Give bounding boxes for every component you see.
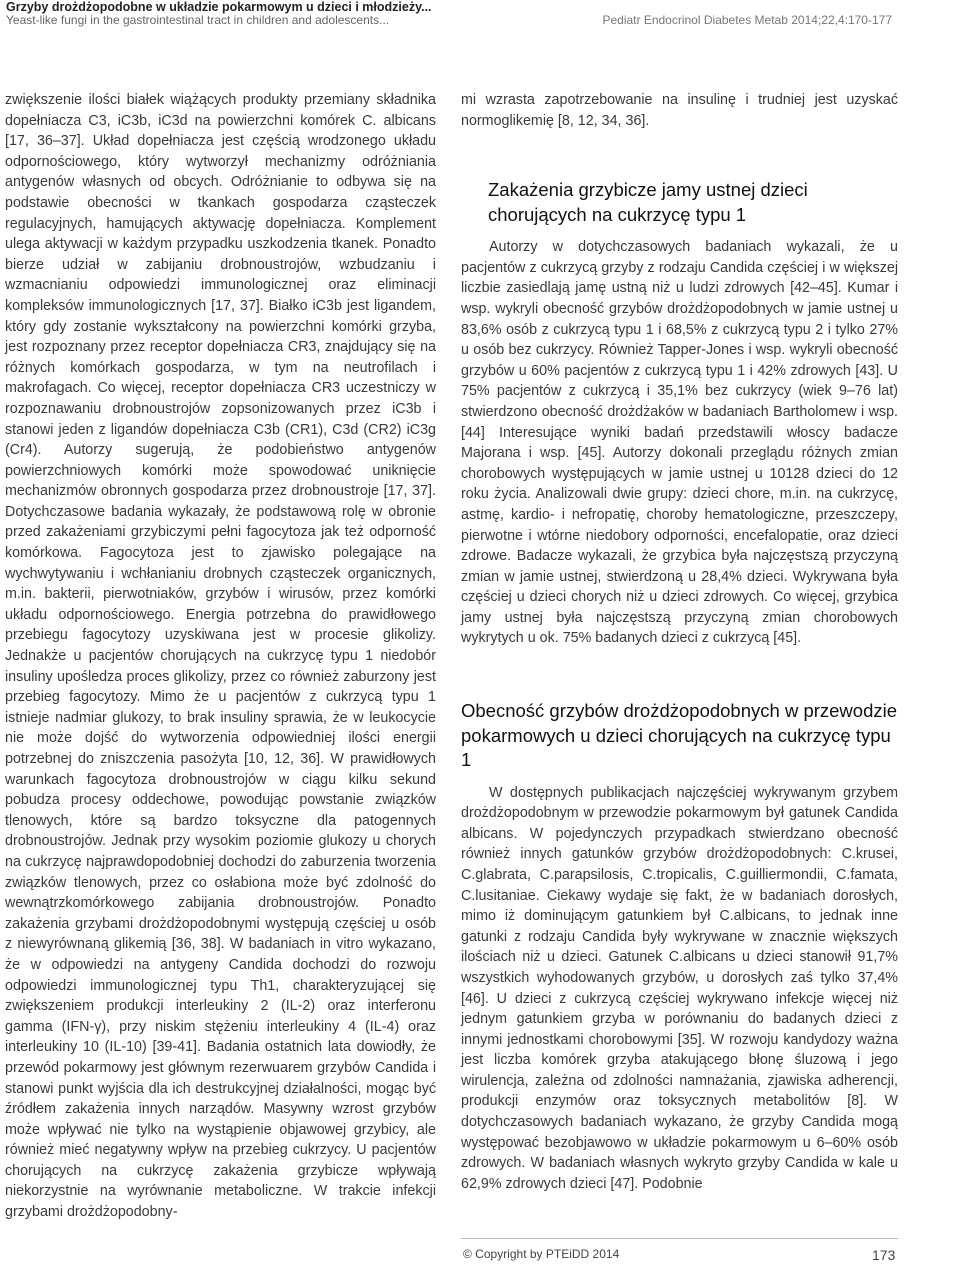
page-number: 173 [872, 1247, 896, 1263]
running-title-pl: Grzyby drożdżopodobne w układzie pokarmowym u dzieci i młodzieży... [6, 0, 432, 14]
right-column [461, 90, 898, 1194]
left-paragraph-1: zwiększenie ilości białek wiążących produkty przemiany składnika dopełniacza C3, iC3b, iC3d na powierzchni komórek C. albicans [17, 36–37]. Układ dopełniacza jest częścią wrodzonego układu odpornościowego, który wytworzył mechanizmy odróżniania antygenów własnych od obcych. Odróżnianie to odbywa się na podstawie obecności w tkankach gospodarza cząsteczek regulacyjnych, hamujących aktywację dopełniacza. Komplement ulega aktywacji w każdym przypadku uszkodzenia tkanek. Ponadto bierze udział w zabijaniu drobnoustrojów, wzbudzaniu i wzmacnianiu odpowiedzi immunologicznej oraz eliminacji kompleksów immunologicznych [17, 37]. Białko iC3b jest ligandem, który gdy zostanie wykształcony na powierzchni komórki grzyba, jest rozpoznany przez receptor dopełniacza CR3, znajdujący się na różnych komórkach gospodarza, w tym na neutrofilach i makrofagach. Co więcej, receptor dopełniacza CR3 uczestniczy w rozpoznawaniu drobnoustrojów zopsonizowanych przez iC3b i stanowi jeden z ligandów dopełniacza C3b (CR1), C3d (CR2) iC3g (Cr4). Autorzy sugerują, że podobieństwo antygenów powierzchniowych komórki może spowodować uniknięcie mechanizmów obronnych gospodarza przez drobnoustroje [17, 37]. Dotychczasowe badania wykazały, że podstawową rolę w obronie przed zakażeniami grzybiczymi pełni fagocytoza jak też odporność komórkowa. Fagocytoza jest to zjawisko polegające na wychwytywaniu i wchłanianiu drobnych cząsteczek organicznych, m.in. bakterii, pierwotniaków, grzybów i wirusów, przez komórki układu odpornościowego. Energia potrzebna do prawidłowego przebiegu fagocytozy uzyskiwana jest w procesie glikolizy. Jednakże u pacjentów chorujących na cukrzycę typu 1 niedobór insuliny upośledza proces glikolizy, przez co również zaburzony jest przebieg fagocytozy. Mimo że u pacjentów z cukrzycą typu 1 istnieje nadmiar glukozy, to brak insuliny sprawia, że w leukocycie nie może dojść do wytworzenia odpowiedniej ilości energii potrzebnej do zniszczenia pasożyta [10, 12, 36]. W prawidłowych warunkach fagocytoza drobnoustrojów w ciągu kilku sekund pobudza procesy oddechowe, powodując powstanie związków tlenowych, które są bardzo toksyczne dla patogennych drobnoustrojów. Jednak przy wysokim poziomie glukozy u chorych na cukrzycę najprawdopodobniej dochodzi do zaburzenia tworzenia związków tlenowych, przez co osłabiona może być zdolność do wewnątrzkomórkowego zabijania drobnoustrojów. Ponadto zakażenia grzybami drożdżopodobnymi występują częściej u osób z niewyrównaną glikemią [36, 38]. W badaniach in vitro wykazano, że w odpowiedzi na antygeny Candida dochodzi do rozwoju odpowiedzi immunologicznej typu Th1, charakteryzującej się zwiększeniem produkcji interleukiny 2 (IL-2) oraz interferonu gamma (IFN-γ), przy niskim stężeniu interleukiny 4 (IL-4) oraz interleukiny 10 (IL-10) [39-41]. Badania ostatnich lata dowiodły, że przewód pokarmowy jest głównym rezerwuarem grzybów Candida i stanowi punkt wyjścia dla ich destrukcyjnej działalności, mogąc być źródłem zakażenia innych narządów. Masywny wzrost grzybów może wpływać nie tylko na wystąpienie objawowej grzybicy, ale również mieć negatywny wpływ na przebieg cukrzycy. U pacjentów chorujących na cukrzycę zakażenia grzybicze wpływają niekorzystnie na wyrównanie metaboliczne. W trakcie infekcji grzybami drożdżopodobny- [5, 92, 436, 1221]
running-header [6, 0, 954, 26]
copyright-notice: © Copyright by PTEiDD 2014 [463, 1247, 620, 1261]
journal-citation: Pediatr Endocrinol Diabetes Metab 2014;22,4:170-177 [602, 13, 892, 27]
running-title-en: Yeast-like fungi in the gastrointestinal tract in children and adolescents... [6, 13, 390, 27]
footer-divider [461, 1238, 898, 1239]
right-paragraph-1: mi wzrasta zapotrzebowanie na insulinę i trudniej jest uzyskać normoglikemię [8, 12, 34, 36]. [461, 92, 898, 129]
left-column [5, 90, 436, 1223]
right-paragraph-2: Autorzy w dotychczasowych badaniach wykazali, że u pacjentów z cukrzycą grzyby z rodzaju Candida częściej i w większej liczbie zasiedlają jamę ustną niż u ludzi zdrowych [42–45]. Kumar i wsp. wykryli obecność grzybów drożdżopodobnych w jamie ustnej u 83,6% osób z cukrzycą typu 1 i 68,5% z cukrzycą typu 2 i tylko 27% u osób bez cukrzycy. Również Tapper-Jones i wsp. wykryli obecność grzybów u 60% pacjentów z cukrzycą typu 1 i 42% zdrowych [43]. U 75% pacjentów z cukrzycą i 35,1% bez cukrzycy (wiek 9–76 lat) stwierdzono obecność drożdżaków w badaniach Bartholomew i wsp. [44] Interesujące wyniki badań przedstawili włoscy badacze Majorana i wsp. [45]. Autorzy dokonali przeglądu różnych zmian chorobowych występujących w jamie ustnej u 10128 dzieci do 12 roku życia. Analizowali dwie grupy: dzieci chore, m.in. na cukrzycę, astmę, kardio- i nefropatię, choroby hematologiczne, przeszczepy, pierwotne i wtórne niedobory odporności, encefalopatie, oraz dzieci zdrowe. Badacze wykazali, że grzybica była najczęstszą przyczyną zmian w jamie ustnej, stwierdzoną u 28,4% dzieci. Wykrywana była częściej u dzieci chorych niż u dzieci zdrowych. Co więcej, grzybica jamy ustnej była najczęstszą przyczyną zmian chorobowych wykrytych u ok. 75% badanych dzieci z cukrzycą [45]. [461, 239, 898, 647]
right-paragraph-3: W dostępnych publikacjach najczęściej wykrywanym grzybem drożdżopodobnym w przewodzie pokarmowym był gatunek Candida albicans. W pojedynczych przypadkach stwierdzano obecność również innych gatunków grzybów drożdżopodobnych: C.krusei, C.glabrata, C.parapsilosis, C.tropicalis, C.guilliermondii, C.famata, C.lusitaniae. Ciekawy wydaje się fakt, że w badaniach dorosłych, mimo iż dominującym gatunkiem był C.albicans, to jednak inne gatunki z rodzaju Candida były wykrywane w znacznie większych ilościach niż u dzieci. Gatunek C.albicans u dzieci stanowił 91,7% wszystkich wyhodowanych grzybów, u dorosłych zaś tylko 37,4% [46]. U dzieci z cukrzycą częściej wykrywano infekcje więcej niż jednym gatunkiem grzyba w porównaniu do badanych dzieci z innymi jednostkami chorobowymi [35]. W rozwoju kandydozy ważna jest liczba komórek grzyba atakującego błonę śluzową i jego wirulencja, zależna od zdolności namnażania, zjawiska adherencji, produkcji enzymów oraz toksycznych metabolitów [8]. W dotychczasowych badaniach wykazano, że grzyby Candida mogą występować bezobjawowo w układzie pokarmowym u 6–60% osób zdrowych. W badaniach własnych wykryto grzyby Candida w kale u 62,9% zdrowych dzieci [47]. Podobnie [461, 784, 898, 1192]
section-heading-oral-infections: Zakażenia grzybicze jamy ustnej dzieci chorujących na cukrzycę typu 1 [488, 179, 808, 225]
section-heading-gut-yeasts: Obecność grzybów drożdżopodobnych w przewodzie pokarmowych u dzieci chorujących na cukrzycę typu 1 [461, 700, 898, 771]
